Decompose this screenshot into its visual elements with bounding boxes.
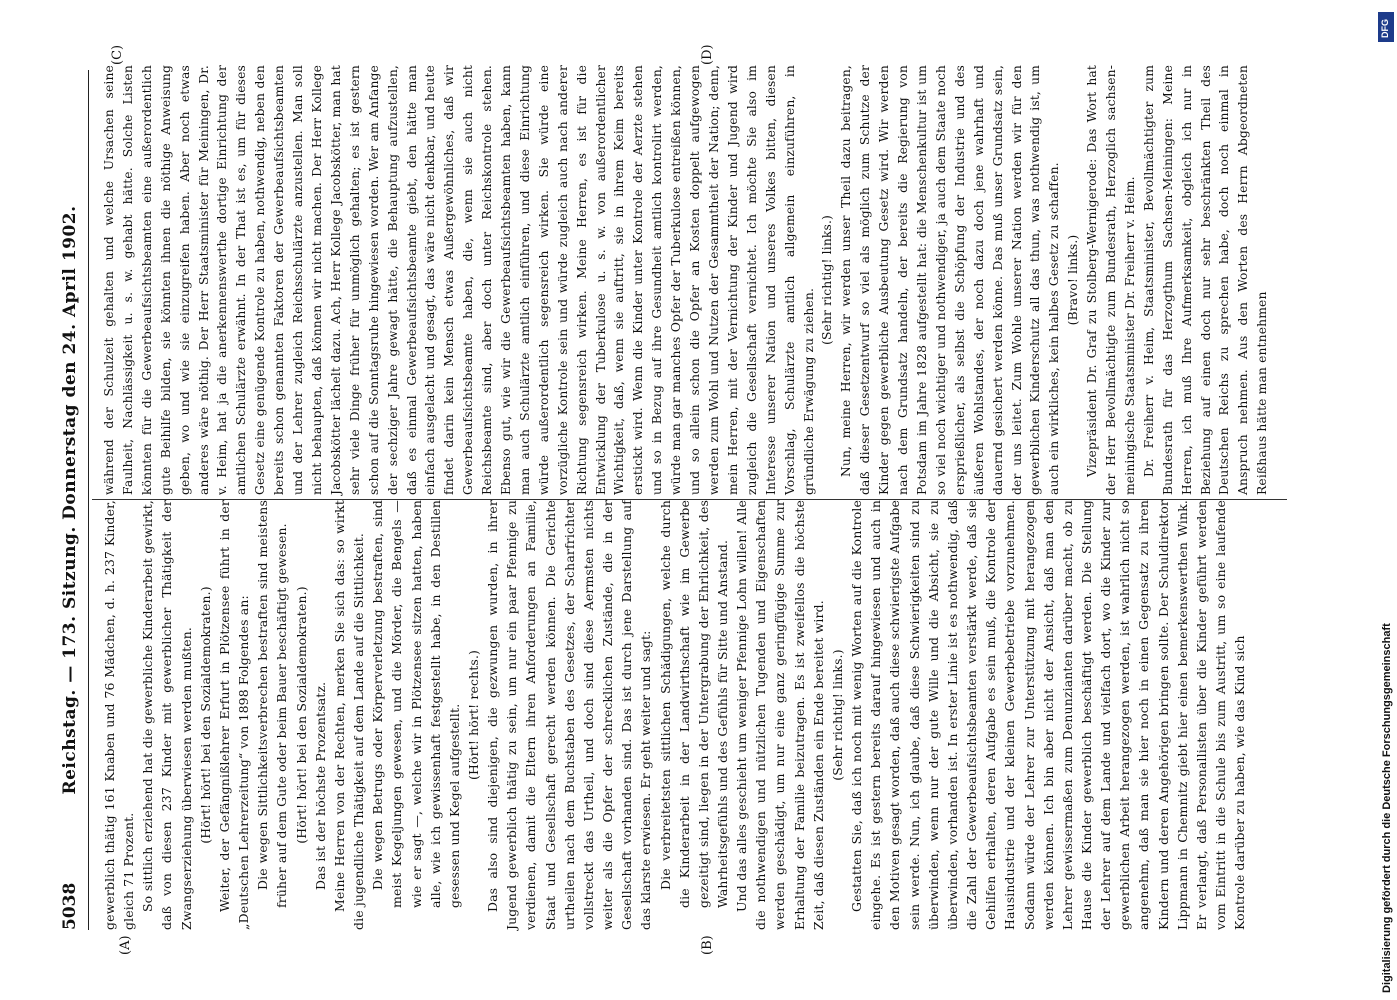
interjection: (Sehr richtig! links.) [829, 649, 845, 781]
quote: Die wegen Betrugs oder Körperverletzung bestraften, sind meist Kegeljungen gewesen, und die Mörder, die Bengels — wie er sagt —, welche wir in Plötzensee sitzen hatten, haben alle, wie ich gewissenhaft festgestellt habe, in den Destillen gesessen und Kegel aufgestellt. [370, 500, 462, 908]
margin-marker-d: (D) [700, 44, 715, 65]
paragraph: Und das alles geschieht um weniger Pfennige Lohn willen! Alle die nothwendigen und nützlichen Tugenden und Eigenschaften werden geschädigt, um nur eine ganz geringfügige Summe zur Erhaltung der Familie beizutragen. Es ist zweifellos die höchste Zeit, daß diesen Zuständen ein Ende bereitet wird. [734, 500, 826, 930]
quote: Die wegen Sittlichkeitsverbrechen bestraften sind meistens früher auf dem Gute oder beim Bauer beschäftigt gewesen. [255, 500, 290, 908]
paragraph: Das also sind diejenigen, die gezwungen wurden, in ihrer Jugend gewerblich thätig zu sein, um nur ein paar Pfennige zu verdienen, damit die Eltern ihren Anforderungen an Familie, Staat und Gesellschaft gerecht werden können. Die Gerichte urtheilen nach dem Buchstaben des Gesetzes, der Scharfrichter vollstreckt das Urtheil, und doch sind diese Aermsten nichts weiter als die Opfer der schrecklichen Zustände, die in der Gesellschaft vorhanden sind. Das ist durch jene Darstellung auf das klarste erwiesen. Er geht weiter und sagt: [485, 500, 654, 930]
paragraph: Gestatten Sie, daß ich noch mit wenig Worten auf die Kontrole eingehe. Es ist gestern bereits darauf hingewiesen und auch in den Motiven gesagt worden, daß auch diese schwierigste Aufgabe sein werde. Nun, ich glaube, daß diese Schwierigkeiten sind zu überwinden, wenn nur der gute Wille und die Absicht, sie zu überwinden, vorhanden ist. In erster Linie ist es nothwendig, daß die Zahl der Gewerbeaufsichtsbeamten verstärkt werde, daß sie Gehilfen erhalten, deren Aufgabe es sein muß, die Kontrole der Hausindustrie und der kleinen Gewerbebetriebe vorzunehmen. Sodann würde der Lehrer zur Unterstützung mit herangezogen werden können. Ich bin aber nicht der Ansicht, daß man den Lehrer gewissermaßen zum Denunzianten darüber macht, ob zu Hause die Kinder gewerblich beschäftigt werden. Die Stellung der Lehrer auf dem Lande und vielfach dort, wo die Kinder zur gewerblichen Arbeit herangezogen werden, ist wahrlich nicht so angenehm, daß man sie hier noch in einen Gegensatz zu ihren Kindern und deren Angehörigen bringen sollte. Der Schuldirektor Lippmann in Chemnitz giebt hier einen bemerkenswerthen Wink. Er verlangt, daß Personallisten über die Kinder geführt werden vom Eintritt in die Schule bis zum Austritt, um so eine laufende Kontrole darüber zu haben, wie das Kind sich [849, 500, 1248, 930]
right-column [100, 65, 1277, 495]
credit-text: Digitalisierung gefördert durch die Deutsche Forschungsgemeinschaft [1381, 623, 1393, 993]
paragraph: Meine Herren von der Rechten, merken Sie sich das: so wirkt die jugendliche Thätigkeit auf dem Lande auf die Sittlichkeit. [331, 500, 367, 930]
paragraph: So sittlich erziehend hat die gewerbliche Kinderarbeit gewirkt, daß von diesen 237 Kinder mit gewerblicher Thätigkeit der Zwangserziehung überwiesen werden mußten. [140, 500, 194, 930]
page-number: 5038 [60, 882, 80, 930]
paragraph: gewerblich thätig 161 Knaben und 76 Mädchen, d. h. 237 Kinder, gleich 71 Prozent. [102, 500, 137, 930]
speaker-paragraph: Vizepräsident Dr. Graf zu Stolberg-Wernigerode: Das Wort hat der Herr Bevollmächtigte zum Bundesrath, Herzoglich sachsen-meiningische Staatsminister Dr. Freiherr v. Heim. [1085, 65, 1137, 495]
paragraph: während der Schulzeit gehalten und welche Ursachen seine Faulheit, Nachlässigkeit u. s. w. gehabt hätte. Solche Listen könnten für die Gewerbeaufsichtsbeamten eine außerordentlich gute Beihilfe bilden, sie könnten ihnen die nöthige Anweisung geben, wo und wie sie einzugreifen haben. Aber noch etwas anderes wäre nöthig. Der Herr Staatsminister für Meiningen, Dr. v. Heim, hat ja die anerkennenswerthe dortige Einrichtung der amtlichen Schulärzte erwähnt. In der That ist es, um für dieses Gesetz eine genügende Kontrole zu haben, nothwendig, neben den bereits schon genannten Faktoren der Gewerbeaufsichtsbeamten und der Lehrer zugleich Reichsschulärzte anzustellen. Man soll nicht behaupten, daß können wir nicht machen. Der Herr Kollege Jacobskötter lächelt dazu. Ach, Herr Kollege Jacobskötter, man hat sehr viele Dinge früher für unmöglich gehalten; es ist gestern schon auf die Sonntagsruhe hingewiesen worden. Wer am Anfange der sechziger Jahre gewagt hätte, die Behauptung aufzustellen, daß es einmal Gewerbeaufsichtsbeamte giebt, den hätte man einfach ausgelacht und gesagt, das wäre nicht denkbar, und heute findet darin kein Mensch etwas Außergewöhnliches, daß wir Gewerbeaufsichtsbeamte haben, die, wenn sie auch nicht Reichsbeamte sind, aber doch unter Reichskontrole stehen. Ebenso gut, wie wir die Gewerbeaufsichtsbeamten haben, kann man auch Schulärzte amtlich einführen, und diese Einrichtung würde außerordentlich segensreich wirken. Sie würde eine vorzügliche Kontrole sein und würde zugleich auch nach anderer Richtung segensreich wirken. Meine Herren, es ist für die Entwicklung der Tuberkulose u. s. w. von außerordentlicher Wichtigkeit, daß, wenn sie auftritt, sie in ihrem Keim bereits erstickt wird. Wenn die Kinder unter Kontrole der Aerzte stehen und so in Bezug auf ihre Gesundheit amtlich kontrolirt werden, würde man gar manches Opfer der Tuberkulose entreißen können, und so allein schon die Opfer an Kosten doppelt aufgewogen werden zum Wohl und Nutzen der Gesammtheit der Nation; denn, mein Herren, mit der Vernichtung der Kinder und Jugend wird zugleich die Gesellschaft vernichtet. Ich möchte Sie also im Interesse unserer Nation und unseres Volkes bitten, diesen Vorschlag, Schulärzte amtlich allgemein einzuführen, in gründliche Erwägung zu ziehen. [102, 65, 816, 495]
paragraph: Weiter, der Gefängnißlehrer Erfurt in Plötzensee führt in der „Deutschen Lehrerzeitung“ von 1898 Folgendes an: [216, 500, 252, 930]
margin-marker-c: (C) [110, 44, 125, 65]
left-column [100, 500, 1277, 930]
margin-marker-b: (B) [700, 935, 715, 955]
page-title: Reichstag. — 173. Sitzung. Donnerstag den 24. April 1902. [60, 205, 80, 795]
interjection: (Hört! hört! bei den Sozialdemokraten.) [293, 586, 309, 844]
quote: Die verbreitetsten sittlichen Schädigungen, welche durch die Kinderarbeit in der Landwirthschaft wie im Gewerbe gezeitigt sind, liegen in der Untergrabung der Ehrlichkeit, des Wahrheitsgefühls und des Gefühls für Sitte und Anstand. [657, 500, 730, 908]
dfg-logo: DFG [1378, 12, 1394, 42]
header-rule [88, 70, 89, 930]
interjection: (Hört! hört! bei den Sozialdemokraten.) [197, 586, 213, 844]
interjection: (Bravo! links.) [1066, 234, 1081, 326]
column-divider [92, 499, 1287, 500]
interjection: (Sehr richtig! links.) [820, 215, 835, 345]
page-header [54, 70, 88, 930]
quote: Das ist der höchste Prozentsatz. [312, 681, 328, 890]
speaker-paragraph: Dr. Freiherr v. Heim, Staatsminister, Bevollmächtigter zum Bundesrath für das Herzogthum Sachsen-Meiningen: Meine Herren, ich muß Ihre Aufmerksamkeit, obgleich ich nur in Beziehung auf einen doch nur sehr beschränkten Theil des Deutschen Reichs zu sprechen habe, doch noch einmal in Anspruch nehmen. Aus den Worten des Herrn Abgeordneten Reißhaus hätte man entnehmen [1141, 65, 1270, 495]
interjection: (Hört! hört! rechts.) [465, 649, 481, 781]
margin-marker-a: (A) [118, 935, 133, 955]
paragraph: Nun, meine Herren, wir werden unser Theil dazu beitragen, daß dieser Gesetzentwurf so viel als möglich zum Schutze der Kinder gegen gewerbliche Ausbeutung Gesetz wird. Wir werden nach dem Grundsatz handeln, der bereits die Regierung von Potsdam im Jahre 1828 aufgestellt hat: die Menschenkultur ist um so viel noch wichtiger und nothwendiger, ja auch dem Staate noch ersprießlicher, als selbst die Schöpfung der Industrie und des äußeren Wohlstandes, der noch dazu doch jene wahrhaft und dauernd gesichert werden könne. Das muß unser Grundsatz sein, der uns leitet. Zum Wohle unserer Nation werden wir für den gewerblichen Kinderschutz all das thun, was nothwendig ist, um auch ein wirkliches, kein halbes Gesetz zu schaffen. [839, 65, 1062, 495]
credit-strip [1377, 8, 1395, 993]
